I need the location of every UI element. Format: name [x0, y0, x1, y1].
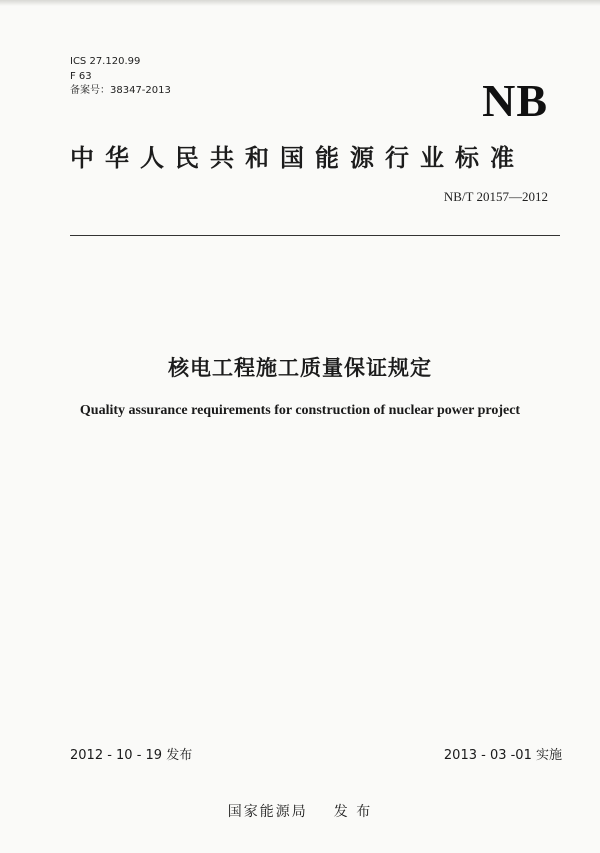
- implementation-date: 2013 - 03 -01 实施: [443, 748, 562, 763]
- document-title-english: Quality assurance requirements for construction of nuclear power project: [79, 403, 521, 418]
- ccs-code: F 63: [70, 71, 92, 82]
- scan-edge-shadow: [0, 0, 600, 6]
- header-divider: [70, 235, 560, 236]
- nb-logo: NB: [482, 75, 548, 126]
- standard-number: NB/T 20157—2012: [443, 189, 548, 204]
- standard-category-title: 中华人民共和国能源行业标准: [70, 144, 525, 172]
- ics-code: ICS 27.120.99: [70, 56, 141, 67]
- issuer-line: [0, 801, 600, 821]
- document-title-chinese: 核电工程施工质量保证规定: [168, 356, 432, 380]
- issue-date: 2012 - 10 - 19 发布: [70, 748, 193, 763]
- issue-action: 发 布: [333, 804, 373, 820]
- issuer-name: 国家能源局: [227, 804, 308, 820]
- record-number: 备案号：38347-2013: [70, 85, 171, 96]
